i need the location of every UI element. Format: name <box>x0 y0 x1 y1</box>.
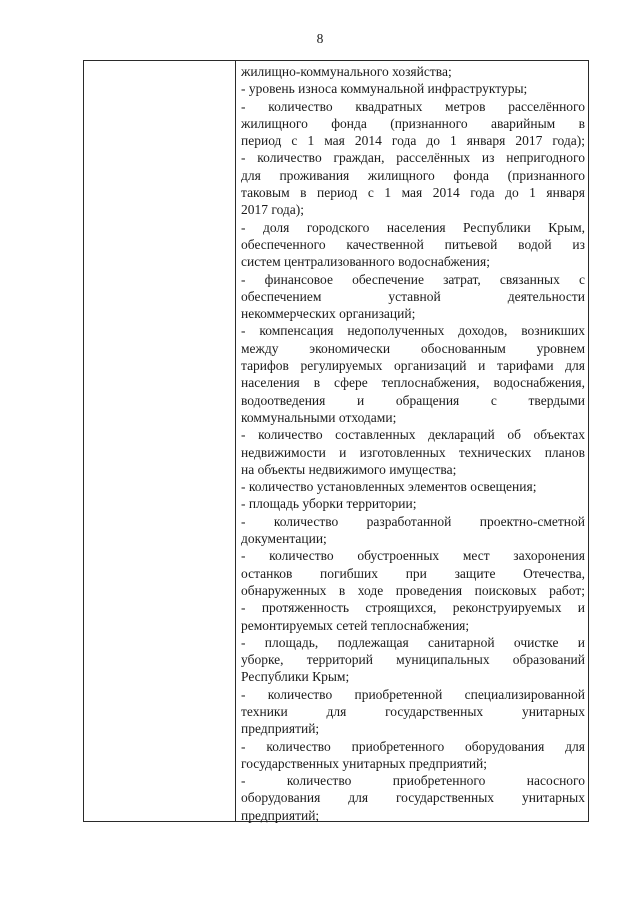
text-line: уборке, территорий муниципальных образований <box>241 652 585 668</box>
text-line: некоммерческих организаций; <box>241 306 416 322</box>
text-line: - количество приобретенного оборудования для <box>241 738 585 754</box>
text-line: - количество обустроенных мест захоронения <box>241 548 585 564</box>
text-line: останков погибших при защите Отечества, <box>241 565 585 581</box>
text-line: жилищного фонда (признанного аварийным в <box>241 115 585 131</box>
text-line: - протяженность строящихся, реконструируемых и <box>241 600 585 616</box>
text-line: документации; <box>241 531 327 547</box>
text-line: предприятий; <box>241 721 320 737</box>
text-line: 2017 года); <box>241 202 305 218</box>
text-line: - количество приобретенного насосного <box>241 773 585 789</box>
document-table <box>83 60 589 822</box>
text-line: Республики Крым; <box>241 669 350 685</box>
text-line: обеспечением уставной деятельности <box>241 288 585 304</box>
text-line: жилищно-коммунального хозяйства; <box>241 64 452 79</box>
text-line: - количество составленных деклараций об объектах <box>241 427 585 443</box>
text-line: - количество граждан, расселённых из непригодного <box>241 150 585 166</box>
text-line: недвижимости и изготовленных технических планов <box>241 444 585 460</box>
text-line: - количество квадратных метров расселённого <box>241 98 585 114</box>
text-line: техники для государственных унитарных <box>241 703 585 719</box>
text-line: - площадь, подлежащая санитарной очистке и <box>241 634 585 650</box>
text-line: водоотведения и обращения с твердыми <box>241 392 585 408</box>
text-line: систем централизованного водоснабжения; <box>241 254 490 270</box>
page-number: 8 <box>316 31 324 46</box>
text-line: - площадь уборки территории; <box>241 496 417 512</box>
text-line: - уровень износа коммунальной инфраструктуры; <box>241 81 528 97</box>
text-line: - финансовое обеспечение затрат, связанных с <box>241 271 585 287</box>
text-line: государственных унитарных предприятий; <box>241 755 488 771</box>
text-line: - компенсация недополученных доходов, возникших <box>241 323 585 339</box>
column-divider <box>235 61 236 821</box>
text-line: обнаруженных в ходе проведения поисковых работ; <box>241 582 585 598</box>
text-line: коммунальными отходами; <box>241 409 397 425</box>
text-line: оборудования для государственных унитарных <box>241 790 585 806</box>
text-line: период с 1 мая 2014 года до 1 января 2017 года); <box>241 133 585 149</box>
text-line: между экономически обоснованным уровнем <box>241 340 585 356</box>
text-line: - количество разработанной проектно-сметной <box>241 513 585 529</box>
text-line: на объекты недвижимого имущества; <box>241 461 457 477</box>
table-cell-text <box>241 63 585 824</box>
text-line: для проживания жилищного фонда (признанного <box>241 167 585 183</box>
text-line: - доля городского населения Республики Крым, <box>241 219 585 235</box>
text-line: таковым в период с 1 мая 2014 года до 1 января <box>241 185 585 201</box>
text-line: населения в сфере теплоснабжения, водоснабжения, <box>241 375 585 391</box>
text-line: предприятий; <box>241 807 320 823</box>
text-line: ремонтируемых сетей теплоснабжения; <box>241 617 470 633</box>
text-line: - количество установленных элементов освещения; <box>241 479 537 495</box>
text-line: тарифов регулируемых организаций и тарифами для <box>241 358 585 374</box>
text-line: - количество приобретенной специализированной <box>241 686 585 702</box>
text-line: обеспеченного качественной питьевой водой из <box>241 236 585 252</box>
